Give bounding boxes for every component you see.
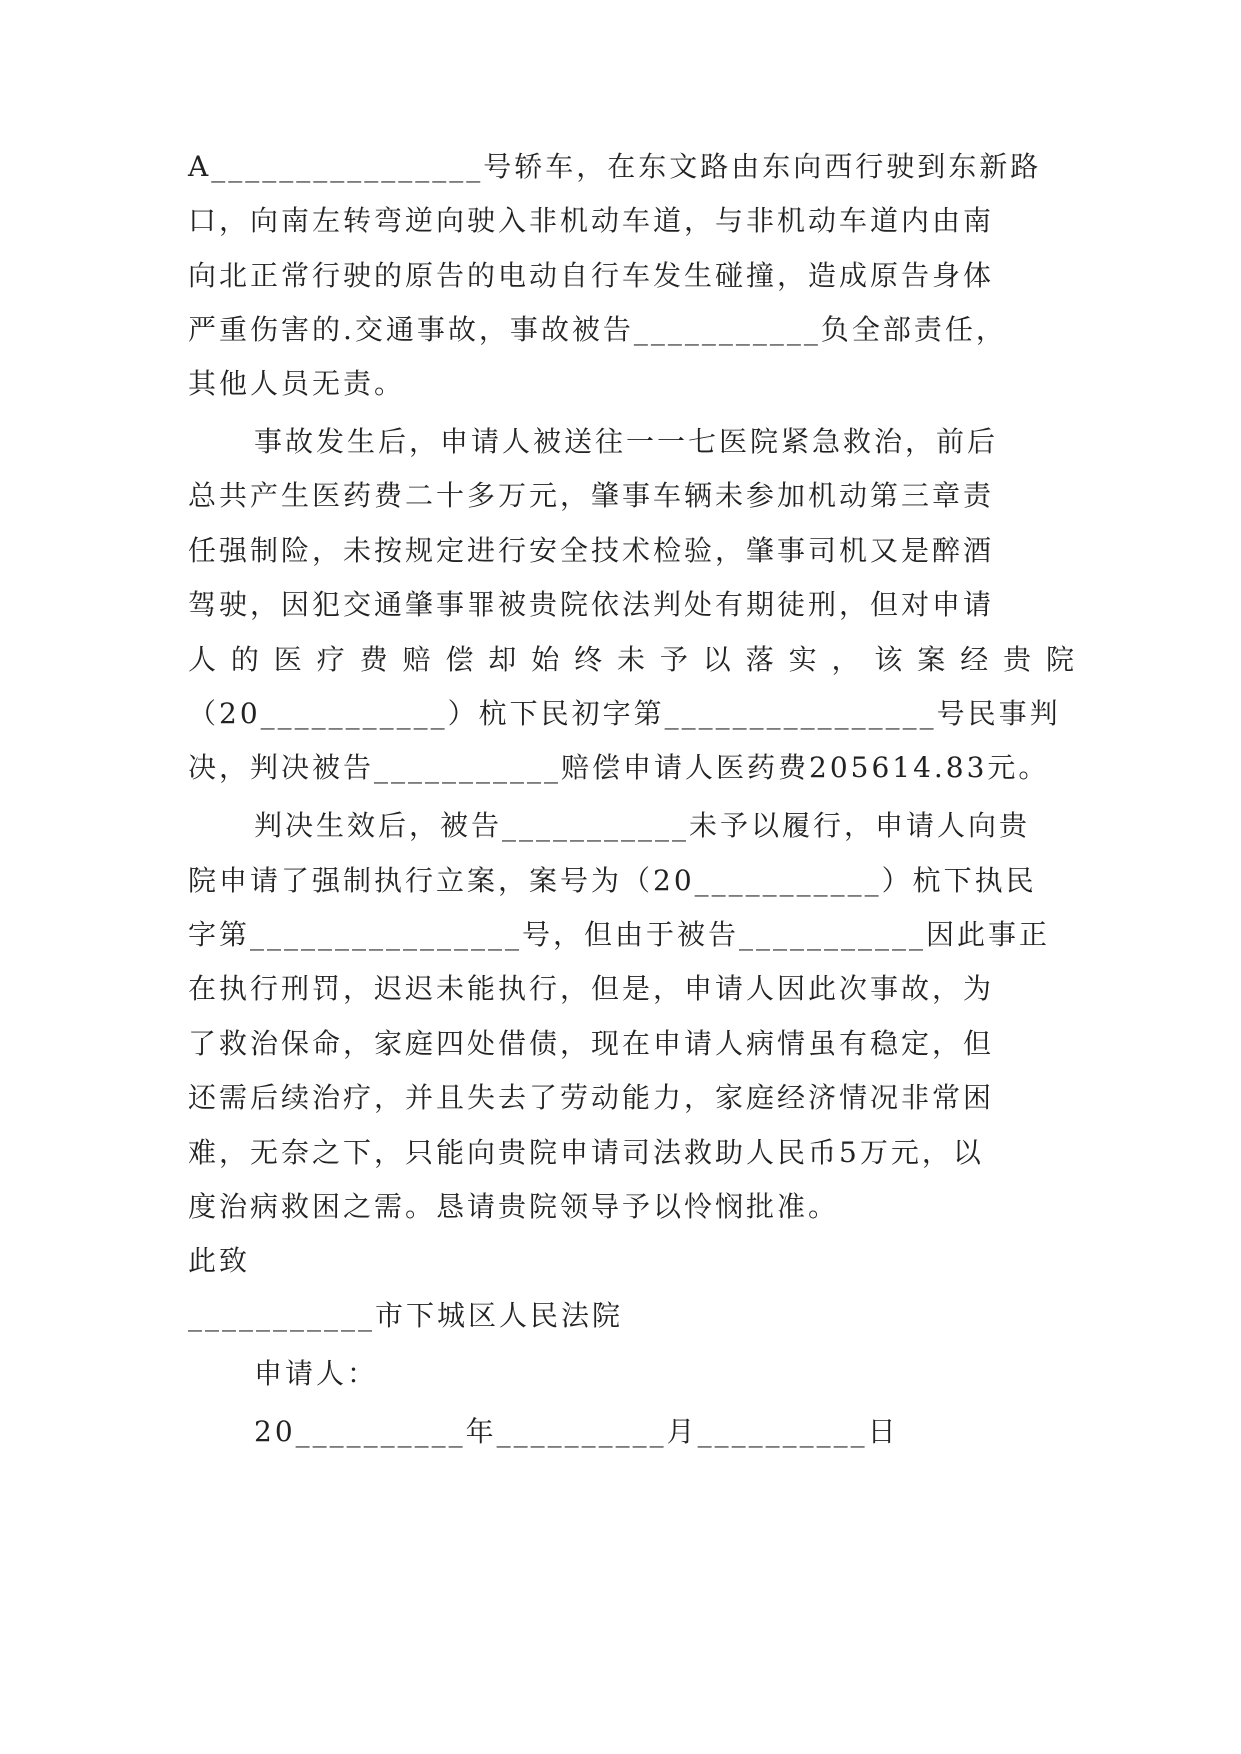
paragraph-line: 严重伤害的.交通事故，事故被告___________负全部责任， bbox=[188, 313, 1007, 346]
paragraph-line: 度治病救困之需。恳请贵院领导予以怜悯批准。 bbox=[188, 1190, 840, 1223]
applicant-signature: 申请人： bbox=[254, 1357, 379, 1390]
court-recipient: ___________市下城区人民法院 bbox=[188, 1299, 624, 1332]
paragraph-line: 决，判决被告___________赔偿申请人医药费205614.83元。 bbox=[188, 751, 1050, 784]
paragraph-line: A________________号轿车，在东文路由东向西行驶到东新路 bbox=[188, 150, 1042, 183]
paragraph-line: 其他人员无责。 bbox=[188, 367, 406, 400]
paragraph-line: 字第________________号，但由于被告___________因此事正 bbox=[188, 918, 1051, 951]
paragraph-line: 院申请了强制执行立案，案号为（20___________）杭下执民 bbox=[188, 864, 1037, 897]
paragraph-line: 总共产生医药费二十多万元，肇事车辆未参加机动第三章责 bbox=[188, 479, 995, 512]
paragraph-line: 事故发生后，申请人被送往一一七医院紧急救治，前后 bbox=[254, 425, 999, 458]
paragraph-line: 判决生效后，被告___________未予以履行，申请人向贵 bbox=[254, 809, 1031, 842]
paragraph-line: 难，无奈之下，只能向贵院申请司法救助人民币5万元，以 bbox=[188, 1136, 984, 1169]
paragraph-line: 还需后续治疗，并且失去了劳动能力，家庭经济情况非常困 bbox=[188, 1081, 995, 1114]
paragraph-line: 驾驶，因犯交通肇事罪被贵院依法判处有期徒刑，但对申请 bbox=[188, 588, 995, 621]
paragraph-line: 了救治保命，家庭四处借债，现在申请人病情虽有稳定，但 bbox=[188, 1027, 995, 1060]
closing-salutation: 此致 bbox=[188, 1244, 251, 1277]
paragraph-line: 向北正常行驶的原告的电动自行车发生碰撞，造成原告身体 bbox=[188, 259, 995, 292]
paragraph-line: （20___________）杭下民初字第________________号民事判 bbox=[188, 697, 1061, 730]
date-line: 20__________年__________月__________日 bbox=[254, 1415, 899, 1448]
paragraph-line: 任强制险，未按规定进行安全技术检验，肇事司机又是醉酒 bbox=[188, 534, 995, 567]
paragraph-line: 口，向南左转弯逆向驶入非机动车道，与非机动车道内由南 bbox=[188, 204, 995, 237]
paragraph-line: 在执行刑罚，迟迟未能执行，但是，申请人因此次事故，为 bbox=[188, 972, 995, 1005]
paragraph-line: 人 的 医 疗 费 赔 偿 却 始 终 未 予 以 落 实 ， 该 案 经 贵 院 bbox=[188, 643, 1078, 676]
